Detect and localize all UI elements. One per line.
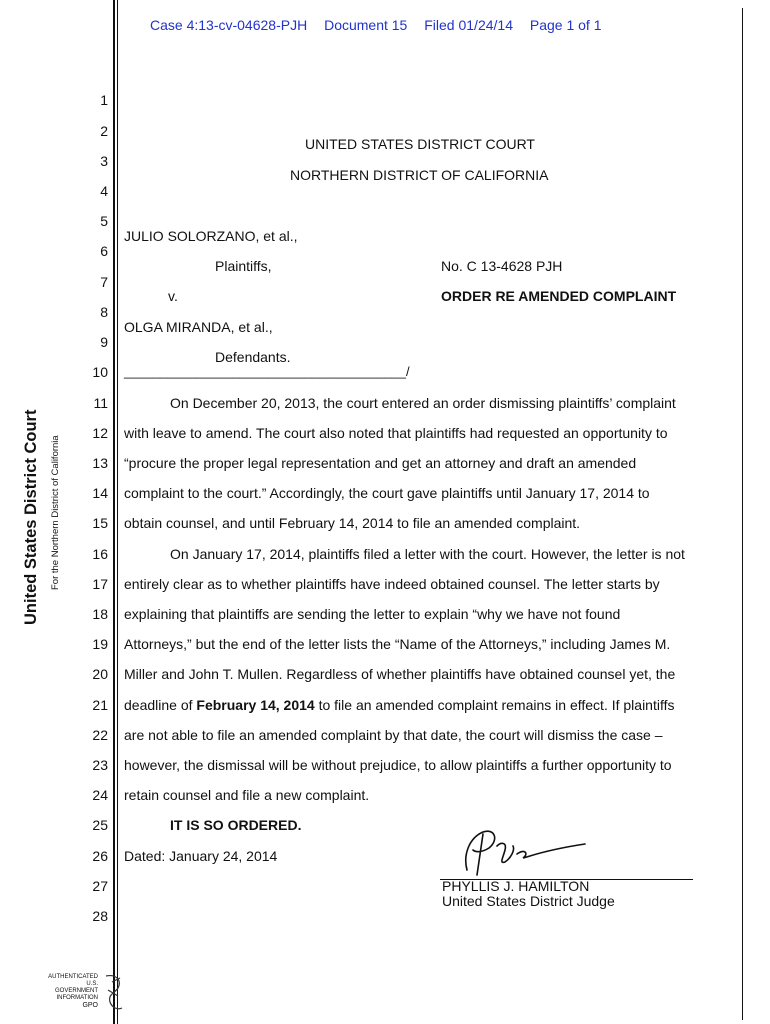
body-line: Attorneys,” but the end of the letter lists the “Name of the Attorneys,” including James M. <box>124 636 671 652</box>
line-number: 11 <box>93 395 108 411</box>
left-margin-rule-inner <box>117 0 118 1024</box>
eagle-icon <box>102 972 126 1012</box>
line-number: 24 <box>92 787 108 803</box>
court-name: UNITED STATES DISTRICT COURT <box>305 136 535 152</box>
gpo-seal-line: GPO <box>82 1002 98 1009</box>
document-number: Document 15 <box>324 17 408 33</box>
judge-name: PHYLLIS J. HAMILTON <box>442 878 590 894</box>
body-line: On January 17, 2014, plaintiffs filed a letter with the court. However, the letter is not <box>170 546 685 562</box>
line-number: 6 <box>100 243 108 259</box>
line-number: 12 <box>92 425 108 441</box>
line-number: 23 <box>92 757 108 773</box>
line-number: 25 <box>92 817 108 833</box>
plaintiff-role: Plaintiffs, <box>215 258 272 274</box>
order-title: ORDER RE AMENDED COMPLAINT <box>441 288 677 304</box>
gpo-seal-text <box>42 974 98 1009</box>
filed-date: Filed 01/24/14 <box>424 17 513 33</box>
case-number: No. C 13-4628 PJH <box>441 258 563 274</box>
dated-line: Dated: January 24, 2014 <box>124 848 278 864</box>
caption-separator: _______________________________________/ <box>124 364 410 379</box>
gpo-seal-line: U.S. GOVERNMENT <box>54 981 98 994</box>
right-margin-rule <box>742 8 743 1020</box>
line-number: 17 <box>92 576 108 592</box>
deadline-post: to file an amended complaint remains in effect. If plaintiffs <box>314 697 675 713</box>
line-number: 15 <box>92 515 108 531</box>
line-number: 2 <box>100 123 108 139</box>
left-margin-rule <box>113 0 115 1024</box>
defendant-name: OLGA MIRANDA, et al., <box>124 319 273 335</box>
line-number: 1 <box>100 92 108 108</box>
line-number: 19 <box>92 636 108 652</box>
case-header <box>150 17 615 33</box>
line-number: 10 <box>92 364 108 380</box>
plaintiff-name: JULIO SOLORZANO, et al., <box>124 228 298 244</box>
body-line: Miller and John T. Mullen. Regardless of whether plaintiffs have obtained counsel yet, the <box>124 666 676 682</box>
defendant-role: Defendants. <box>215 349 291 365</box>
line-number: 21 <box>92 697 108 713</box>
judge-title: United States District Judge <box>442 893 615 909</box>
body-line: “procure the proper legal representation and get an attorney and draft an amended <box>124 455 637 471</box>
line-number: 13 <box>92 455 108 471</box>
gpo-authentication-seal <box>42 972 132 1012</box>
line-number: 20 <box>92 666 108 682</box>
line-number: 7 <box>100 274 108 290</box>
line-number: 3 <box>100 153 108 169</box>
deadline-date: February 14, 2014 <box>196 697 315 713</box>
line-number: 16 <box>92 546 108 562</box>
body-line: explaining that plaintiffs are sending the letter to explain “why we have not found <box>124 606 621 622</box>
gpo-seal-line: INFORMATION <box>56 995 98 1001</box>
body-line: complaint to the court.” Accordingly, the court gave plaintiffs until January 17, 2014 to <box>124 485 650 501</box>
judge-signature <box>455 820 595 880</box>
body-line: with leave to amend. The court also noted that plaintiffs had requested an opportunity to <box>124 425 668 441</box>
deadline-pre: deadline of <box>124 697 197 713</box>
line-number: 26 <box>92 848 108 864</box>
line-number: 5 <box>100 213 108 229</box>
line-number: 18 <box>92 606 108 622</box>
page-indicator: Page 1 of 1 <box>529 17 602 33</box>
body-line: On December 20, 2013, the court entered an order dismissing plaintiffs’ complaint <box>170 395 676 411</box>
body-line-deadline <box>124 697 734 713</box>
sidebar-court-title: United States District Court <box>22 409 40 625</box>
line-number: 8 <box>100 304 108 320</box>
body-line: however, the dismissal will be without prejudice, to allow plaintiffs a further opportunity to <box>124 757 672 773</box>
body-line: retain counsel and file a new complaint. <box>124 787 370 803</box>
body-line: are not able to file an amended complaint by that date, the court will dismiss the case – <box>124 727 663 743</box>
so-ordered: IT IS SO ORDERED. <box>170 817 302 833</box>
sidebar-district-subtitle: For the Northern District of California <box>50 435 61 590</box>
line-number: 27 <box>92 878 108 894</box>
line-number: 22 <box>92 727 108 743</box>
district-name: NORTHERN DISTRICT OF CALIFORNIA <box>290 167 549 183</box>
body-line: entirely clear as to whether plaintiffs have indeed obtained counsel. The letter starts by <box>124 576 660 592</box>
line-number: 4 <box>100 183 108 199</box>
versus: v. <box>168 288 178 304</box>
gpo-seal-line: AUTHENTICATED <box>48 974 98 980</box>
line-number: 28 <box>92 908 108 924</box>
body-line: obtain counsel, and until February 14, 2014 to file an amended complaint. <box>124 515 581 531</box>
case-number-header: Case 4:13-cv-04628-PJH <box>150 17 308 33</box>
line-number: 9 <box>100 334 108 350</box>
line-number: 14 <box>92 485 108 501</box>
